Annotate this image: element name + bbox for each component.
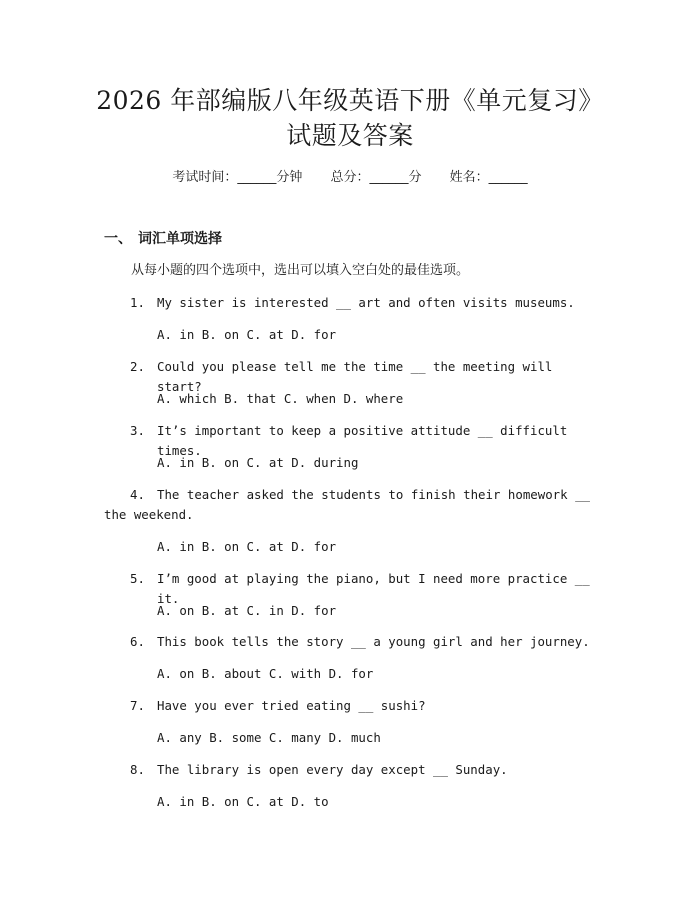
exam-time-field: 考试时间：______分钟 <box>172 170 303 185</box>
exam-meta <box>0 168 700 188</box>
question-options: A. in B. on C. at D. for <box>157 327 337 342</box>
question-number: 4. <box>130 487 145 502</box>
question-number: 6. <box>130 634 145 649</box>
section-title: 词汇单项选择 <box>138 231 222 247</box>
question-options: A. on B. at C. in D. for <box>157 603 337 618</box>
question-number: 2. <box>130 359 145 374</box>
question-text: My sister is interested __ art and often visits museums. <box>157 295 575 310</box>
question-text: This book tells the story __ a young girl and her journey. <box>157 634 590 649</box>
question-text: I’m good at playing the piano, but I need more practice __ it. <box>157 571 590 606</box>
question-item <box>104 632 590 652</box>
question-number: 3. <box>130 423 145 438</box>
question-item <box>104 485 590 525</box>
question-number: 1. <box>130 295 145 310</box>
question-number: 8. <box>130 762 145 777</box>
page-title-line1: 2026 年部编版八年级英语下册《单元复习》 <box>96 86 604 115</box>
question-item <box>104 760 590 780</box>
name-field: 姓名：______ <box>449 170 528 185</box>
question-number: 5. <box>130 571 145 586</box>
question-text: Could you please tell me the time __ the meeting will start? <box>157 359 553 394</box>
question-options: A. any B. some C. many D. much <box>157 730 381 745</box>
question-text: It’s important to keep a positive attitude __ difficult times. <box>157 423 568 458</box>
total-score-field: 总分：______分 <box>330 170 422 185</box>
page-title-line2: 试题及答案 <box>286 121 414 150</box>
question-options: A. in B. on C. at D. for <box>157 539 337 554</box>
question-text: The library is open every day except __ Sunday. <box>157 762 508 777</box>
question-text: Have you ever tried eating __ sushi? <box>157 698 426 713</box>
question-item <box>104 696 590 716</box>
section-instruction: 从每小题的四个选项中，选出可以填入空白处的最佳选项。 <box>131 263 470 278</box>
question-text: The teacher asked the students to finish their homework __ the weekend. <box>104 487 590 522</box>
section-number: 一、 <box>104 231 132 247</box>
question-options: A. on B. about C. with D. for <box>157 666 374 681</box>
question-number: 7. <box>130 698 145 713</box>
question-options: A. in B. on C. at D. to <box>157 794 329 809</box>
question-item <box>104 293 590 313</box>
question-options: A. which B. that C. when D. where <box>157 391 404 406</box>
question-options: A. in B. on C. at D. during <box>157 455 359 470</box>
section-heading <box>104 229 222 249</box>
